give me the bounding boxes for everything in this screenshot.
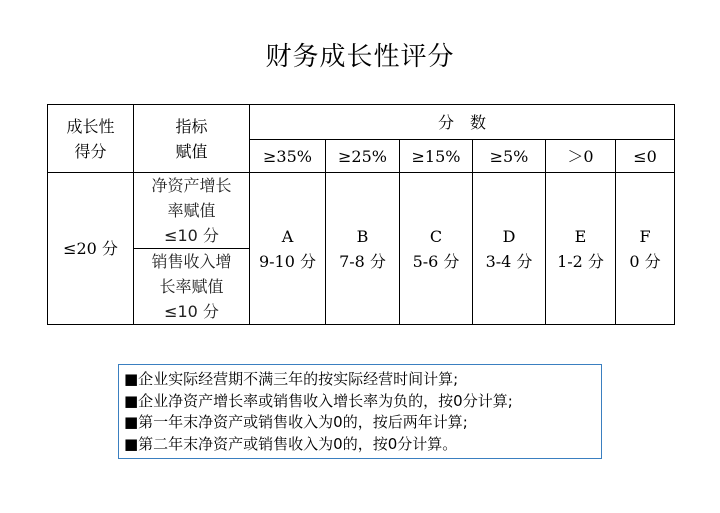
grade-cell-d — [473, 173, 546, 325]
threshold-cell: ≤0 — [616, 140, 675, 173]
threshold-cell: ≥5% — [473, 140, 546, 173]
grade-letter: A — [281, 226, 294, 246]
grade-cell-f — [616, 173, 675, 325]
grade-range: 9-10 分 — [258, 251, 317, 271]
note-line: ■企业净资产增长率或销售收入增长率为负的，按0分计算; — [124, 391, 513, 410]
header-score-group: 分 数 — [250, 105, 675, 140]
grade-range: 1-2 分 — [557, 251, 604, 271]
grade-letter: D — [502, 226, 516, 246]
indicator-net-asset-growth: 净资产增长 率赋值 ≤10 分 — [134, 173, 250, 249]
growth-score-table — [47, 104, 675, 325]
grade-cell-c — [400, 173, 473, 325]
grade-range: 0 分 — [629, 251, 661, 271]
header-growth-score: 成长性 得分 — [48, 105, 134, 173]
grade-letter: F — [639, 226, 651, 246]
row-label-total-score: ≤20 分 — [48, 173, 134, 325]
threshold-cell: ＞0 — [546, 140, 616, 173]
grade-range: 5-6 分 — [412, 251, 460, 271]
header-indicator-value: 指标 赋值 — [134, 105, 250, 173]
page-title: 财务成长性评分 — [265, 42, 455, 72]
threshold-cell: ≥25% — [326, 140, 400, 173]
note-line: ■企业实际经营期不满三年的按实际经营时间计算; — [124, 370, 459, 388]
threshold-cell: ≥15% — [400, 140, 473, 173]
grade-range: 7-8 分 — [339, 251, 386, 271]
grade-letter: C — [429, 226, 443, 246]
grade-letter: E — [574, 226, 587, 246]
threshold-cell: ≥35% — [250, 140, 326, 173]
grade-range: 3-4 分 — [485, 251, 533, 271]
note-line: ■第一年末净资产或销售收入为0的，按后两年计算; — [124, 413, 468, 431]
note-line: ■第二年末净资产或销售收入为0的，按0分计算。 — [124, 434, 458, 453]
grade-cell-a — [250, 173, 326, 325]
grade-cell-e — [546, 173, 616, 325]
notes-box — [118, 364, 602, 459]
indicator-sales-revenue-growth: 销售收入增 长率赋值 ≤10 分 — [134, 249, 250, 325]
grade-letter: B — [356, 226, 369, 246]
grade-cell-b — [326, 173, 400, 325]
